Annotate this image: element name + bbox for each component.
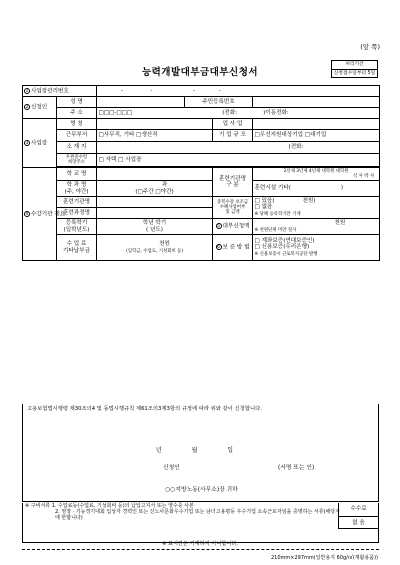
form-title: 능력개발대부금대부신청서 (141, 67, 259, 78)
department-course-field[interactable]: 과 (□주간 □야간) (97, 181, 213, 197)
signature-field[interactable]: (서명 또는 인) (278, 465, 315, 471)
processing-value: 신청접수일부터 5일 (333, 70, 376, 76)
applicant-section-label: 2 신청인 (23, 97, 57, 119)
paper-spec: 210mm×297mm(일반용지 60g/㎡(재활용품)) (270, 555, 378, 561)
mail-address-options[interactable]: □ 자택 □ 사업장 (97, 154, 380, 167)
tuition-label: 수 업 료 기타납부금 (57, 235, 97, 261)
address-label: 주 소 (57, 108, 97, 119)
school-name-field[interactable] (97, 168, 213, 181)
guarantee-method-label: 6 보 증 방 법 (213, 235, 253, 261)
business-mgmt-number-field[interactable]: - - - - (97, 86, 380, 97)
fee-box (338, 503, 378, 529)
name-field[interactable] (97, 97, 185, 108)
location-label: 소 재 지 (57, 142, 97, 154)
cut-notice: ※ 표시란은 기재하지 아니합니다. (161, 541, 239, 547)
business-name-label: 명 칭 (57, 119, 97, 130)
overlap-subsidy-label: 중복수강 보조금 수혜사업여부 및 금액 (213, 197, 253, 219)
mail-address-label: 우편물수령 희망주소 (57, 154, 97, 167)
business-section-label: 3 사업장 (23, 119, 57, 168)
training-institution-field[interactable] (97, 197, 213, 208)
processing-label: 처리기간 (345, 62, 364, 67)
application-form-table (22, 85, 380, 261)
degree-type-options[interactable]: 2년제 3년제 4년제 대학원 대학원 석 사 박 사 (253, 168, 380, 181)
company-scale-options[interactable]: □우선지원대상기업 □대기업 (253, 130, 380, 142)
institution-type-label: 훈련기관명 구 분 (213, 168, 253, 197)
rrn-label: 주민등록번호 (185, 97, 253, 108)
fee-value: 없 음 (339, 516, 378, 529)
page-side-label: (앞 쪽) (360, 43, 380, 51)
address-field[interactable]: □□□-□□□ (전화: )이동전화: (97, 108, 380, 119)
name-label: 성 명 (57, 97, 97, 108)
overlap-subsidy-options[interactable]: □ 있음( 천원) □ 없음 ※ 당해 등록학기만 기재 (253, 197, 380, 219)
business-type-label: 업 사 업 (213, 119, 253, 130)
declaration-date[interactable]: 년 월 일 (155, 447, 248, 454)
institution-section-label: 4 수강기관 개요 (23, 168, 57, 261)
required-documents (22, 503, 379, 543)
department-course-label: 학 과 명 (주, 야간) (57, 181, 97, 197)
declaration-area (22, 404, 379, 502)
recipient-office: ○○지방노동(사무소)장 귀하 (165, 487, 238, 493)
processing-period-box (331, 60, 378, 78)
department-label: 근무부서 (57, 130, 97, 142)
department-options[interactable]: □사무직, 기타 □생산직 (97, 130, 213, 142)
training-institution-label: 훈련기관명 (57, 197, 97, 208)
training-course-field[interactable] (97, 208, 213, 219)
cut-line (22, 549, 379, 550)
fee-label: 수수료 (350, 506, 367, 512)
applicant-label: 신청인 (163, 465, 180, 471)
location-field[interactable]: (전화: (97, 142, 380, 154)
required-documents-text: ※ 구비서류 1. 수업료등(수업료, 기성회비 등)의 납입고지서 또는 영수증 사본 2. 영장 · 기능경기대회 입상자 경력인 또는 신노사문화우수기업 또는 남녀고용평등 우수기업 소속근로자임을 증명하는 서류(해당자에 한합니다) (25, 503, 340, 521)
training-facility-field[interactable]: 훈련시설 기타( ) (253, 181, 380, 197)
training-course-label: 훈련과정명 (57, 208, 97, 219)
business-name-field[interactable] (97, 119, 213, 130)
registration-term-field[interactable]: 학년 학기 ( 년도) (97, 219, 213, 235)
rrn-field[interactable] (253, 97, 380, 108)
business-type-field[interactable] (253, 119, 380, 130)
loan-amount-field[interactable]: 천원 ※ 천원단위 미만 절사 (253, 219, 380, 235)
registration-term-label: 등록학기 (입학년도) (57, 219, 97, 235)
school-name-label: 학 교 명 (57, 168, 97, 181)
guarantee-method-options[interactable]: □ 계좌보증(연대보증인) □ 신용보증(우리은행) ※ 신용보증시 근로복지공단 발행 (253, 235, 380, 261)
loan-amount-label: 5 대부신청액 (213, 219, 253, 235)
tuition-field[interactable]: 천원 (입학금, 수업료, 기성회비 등) (97, 235, 213, 261)
declaration-text: 고용보험법시행령 제30조의4 및 동법시행규칙 제61조의3제3항의 규정에 따라 위와 같이 신청합니다. (27, 406, 262, 412)
company-scale-label: 기 업 규 모 (213, 130, 253, 142)
business-mgmt-number-label: 1 사업장관리번호 (23, 86, 97, 97)
